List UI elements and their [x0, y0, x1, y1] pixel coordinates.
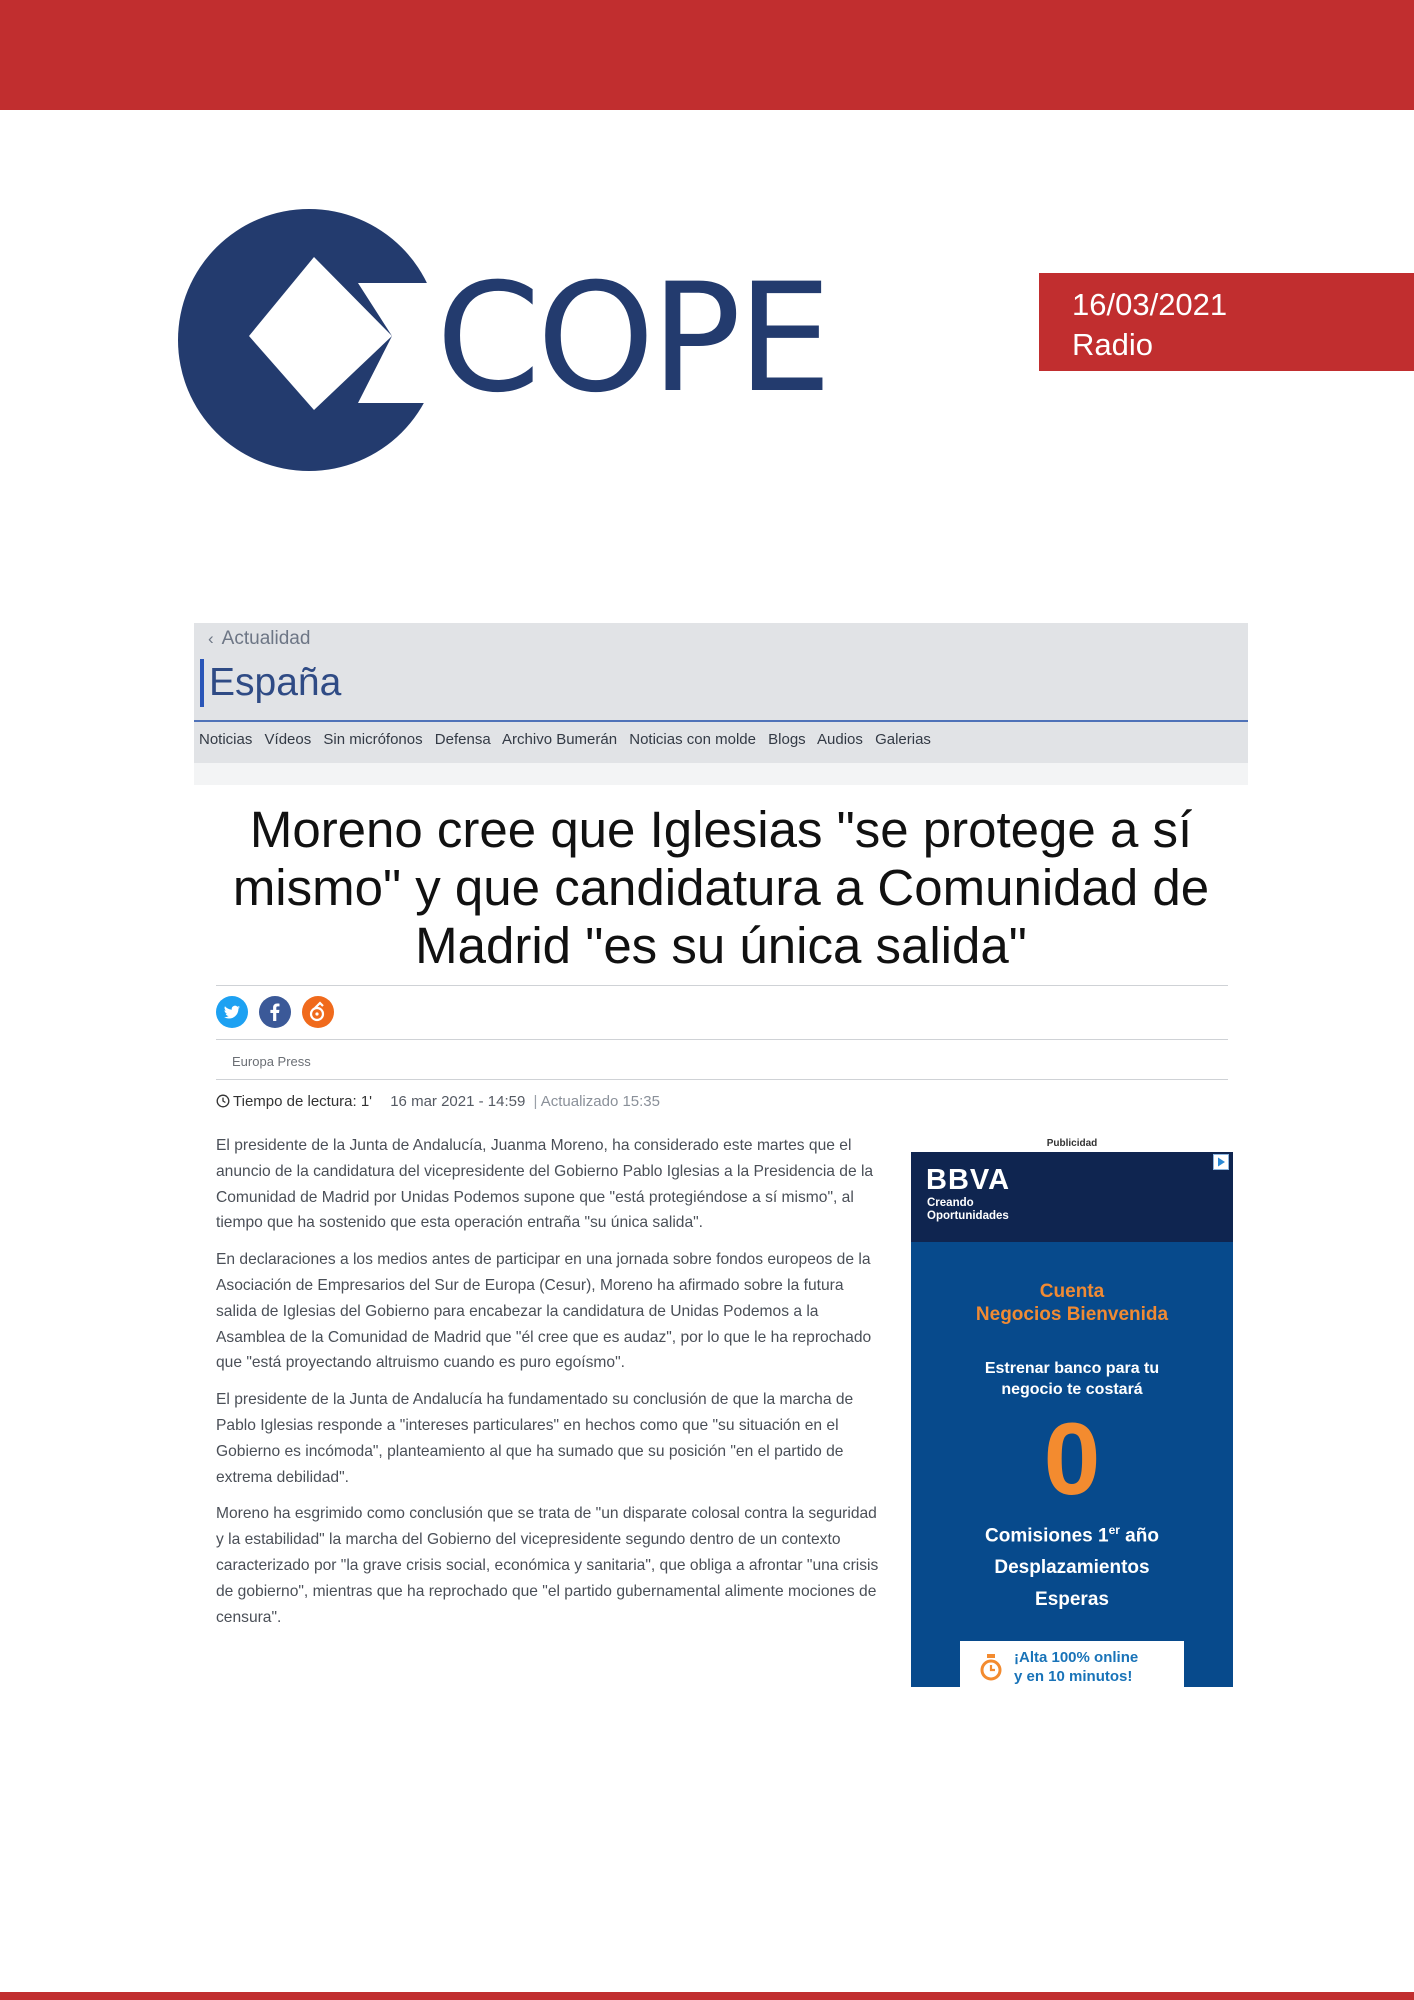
updated-time: Actualizado 15:35 [540, 1093, 660, 1110]
article-body [216, 1133, 888, 1641]
share-divider-top [216, 985, 1228, 986]
meneame-share-button[interactable] [302, 996, 334, 1028]
twitter-share-button[interactable] [216, 996, 248, 1028]
ad-feature-sup: er [1108, 1523, 1120, 1537]
clipping-date: 16/03/2021 [1072, 287, 1228, 322]
ad-tagline [927, 1197, 1047, 1223]
ad-header [911, 1152, 1233, 1242]
section-title: España [200, 659, 341, 707]
section-header-strip [194, 763, 1248, 785]
nav-item-noticias[interactable]: Noticias [199, 731, 253, 748]
article-paragraph: El presidente de la Junta de Andalucía, Juanma Moreno, ha considerado este martes que el anuncio de la candidatura del vicepresidente del Gobierno Pablo Iglesias a la Presidencia de la Comunidad de Madrid por Unidas Podemos supone que "está protegiéndose a sí mismo", al tiempo que ha sostenido que esta operación entraña "su única salida". [216, 1137, 874, 1232]
ad-big-number: 0 [1043, 1402, 1101, 1516]
cope-logo [178, 205, 829, 475]
breadcrumb-label: Actualidad [221, 628, 311, 649]
share-divider-bottom [216, 1039, 1228, 1040]
facebook-share-button[interactable] [259, 996, 291, 1028]
article-paragraph: El presidente de la Junta de Andalucía ha fundamentado su conclusión de que la marcha de Pablo Iglesias responde a "intereses particulares" en hechos como que "su situación en el Gobierno es incómoda", planteamiento al que ha sumado que su posición "en el partido de extrema debilidad". [216, 1391, 854, 1486]
nav-item-blogs[interactable]: Blogs [768, 731, 806, 748]
footer-band [0, 1992, 1414, 2000]
ad-tagline-line: Oportunidades [927, 1210, 1009, 1222]
ad-product-line: Cuenta [1039, 1281, 1105, 1302]
article-screenshot [194, 623, 1248, 1687]
facebook-icon [259, 996, 291, 1028]
twitter-icon [216, 996, 248, 1028]
ad-features [911, 1514, 1233, 1616]
nav-item-audios[interactable]: Audios [817, 731, 863, 748]
ad-lead-line: Estrenar banco para tu [984, 1360, 1160, 1377]
author-divider [216, 1079, 1228, 1080]
article-paragraph: Moreno ha esgrimido como conclusión que se trata de "un disparate colosal contra la seguridad y la estabilidad" la marcha del Gobierno del vicepresidente segundo dentro de un contexto caracterizado por "la grave crisis social, económica y sanitaria", que obliga a afrontar "una crisis de gobierno", mientras que ha reprochado que "el partido gubernamental alimente mociones de censura". [216, 1505, 879, 1626]
published-date: 16 mar 2021 - 14:59 [390, 1093, 526, 1110]
section-divider [194, 720, 1248, 722]
chevron-left-icon: ‹ [208, 629, 214, 648]
header-band [0, 0, 1414, 110]
nav-item-galerias[interactable]: Galerias [875, 731, 931, 748]
adchoices-icon[interactable] [1213, 1154, 1229, 1170]
clipping-date-box [1039, 273, 1414, 371]
nav-item-defensa[interactable]: Defensa [434, 731, 491, 748]
section-nav [199, 731, 939, 748]
ad-feature: Esperas [1035, 1589, 1109, 1611]
cope-logo-text: COPE [436, 252, 829, 426]
article-author: Europa Press [232, 1054, 311, 1069]
breadcrumb[interactable] [208, 628, 310, 650]
stopwatch-icon [980, 1653, 1002, 1683]
ad-brand: BBVA [926, 1164, 1011, 1196]
ad-feature-tail: año [1119, 1525, 1159, 1547]
clock-icon [216, 1094, 230, 1108]
ad-tagline-line: Creando [927, 1197, 974, 1209]
nav-item-noticias-con-molde[interactable]: Noticias con molde [629, 731, 756, 748]
ad-cta-label [1014, 1648, 1179, 1686]
ad-product-line: Negocios Bienvenida [975, 1304, 1169, 1325]
ad-lead [911, 1358, 1233, 1400]
ad-feature-main: Comisiones 1 [985, 1525, 1109, 1547]
ad-feature [911, 1514, 1233, 1552]
ad-feature: Desplazamientos [994, 1557, 1150, 1579]
nav-item-sin-microfonos[interactable]: Sin micrófonos [323, 731, 423, 748]
ad-label: Publicidad [1046, 1138, 1098, 1149]
cope-logo-icon [178, 205, 436, 475]
ad-cta-button[interactable] [960, 1641, 1184, 1687]
nav-item-archivo-bumeran[interactable]: Archivo Bumerán [502, 731, 618, 748]
clipping-media: Radio [1072, 327, 1153, 362]
bbva-ad-banner[interactable] [911, 1152, 1233, 1687]
meneame-icon [302, 996, 334, 1028]
ad-cta-line: y en 10 minutos! [1014, 1668, 1133, 1685]
article-paragraph: En declaraciones a los medios antes de participar en una jornada sobre fondos europeos de la Asociación de Empresarios del Sur de Europa (Cesur), Moreno ha afirmado sobre la futura salida de Iglesias del Gobierno para encabezar la candidatura de Unidas Podemos a la Asamblea de la Comunidad de Madrid que "él cree que es audaz", por lo que le ha reprochado que "está proyectando altruismo cuando es puro egoísmo". [216, 1251, 872, 1372]
article-meta [216, 1093, 660, 1110]
nav-item-videos[interactable]: Vídeos [264, 731, 312, 748]
reading-time: Tiempo de lectura: 1' [233, 1093, 373, 1110]
ad-lead-line: negocio te costará [1001, 1381, 1143, 1398]
article-headline: Moreno cree que Iglesias "se protege a sí mismo" y que candidatura a Comunidad de Madrid "es su única salida" [232, 801, 1210, 974]
ad-product-name [911, 1280, 1233, 1326]
ad-cta-line: ¡Alta 100% online [1014, 1649, 1139, 1666]
meta-separator: | [533, 1093, 538, 1110]
section-header [194, 623, 1248, 763]
